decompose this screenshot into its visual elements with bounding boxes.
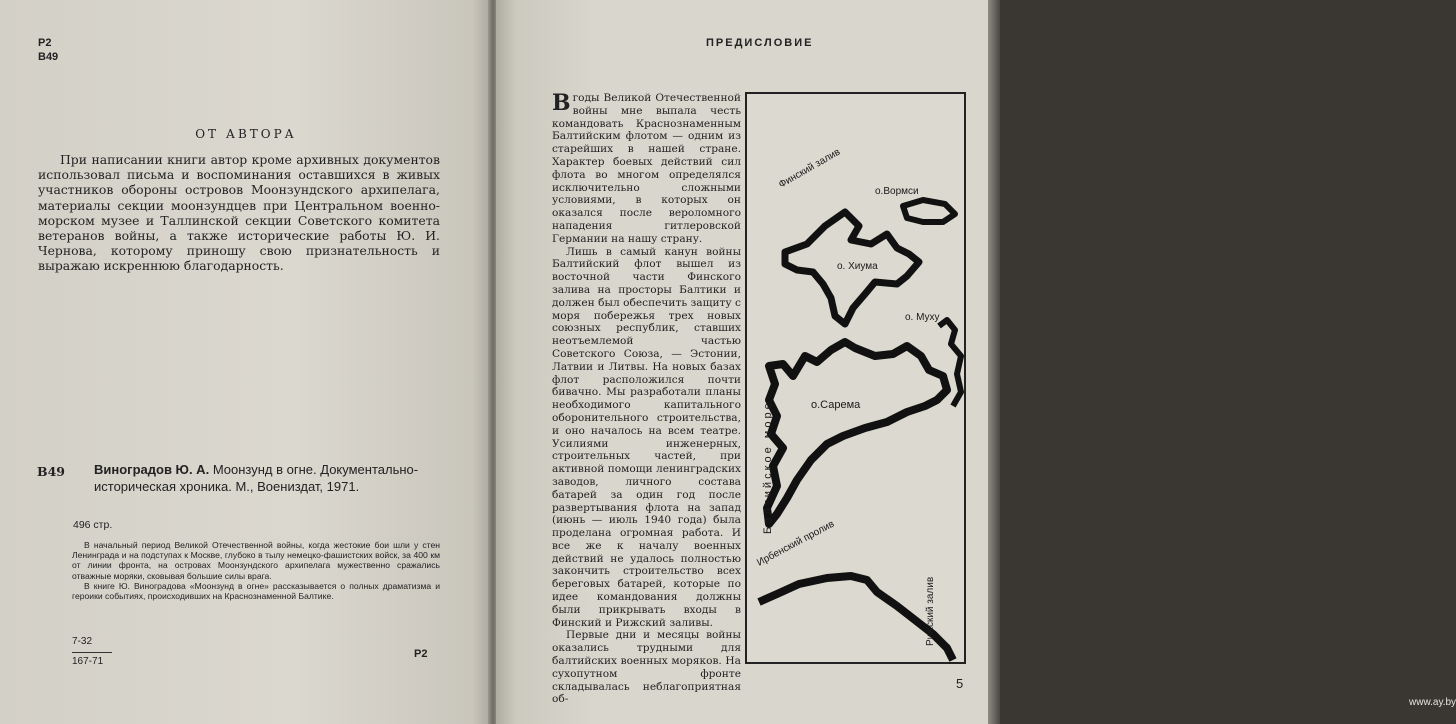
sarema-island-shape xyxy=(767,342,947,524)
bibliographic-code: В49 xyxy=(37,464,65,479)
watermark: www.ay.by xyxy=(1409,697,1456,708)
irbensky-proliv-label: Ирбенский пролив xyxy=(755,518,837,569)
left-page xyxy=(0,0,492,724)
baltic-sea-label: Балтийское море xyxy=(762,400,774,534)
map-drawing xyxy=(747,94,964,662)
hiuma-label: о. Хиума xyxy=(837,261,878,272)
catalog-class-code: Р2 xyxy=(414,648,428,660)
catalog-code-top: 7-32 xyxy=(72,636,93,647)
catalog-code-divider xyxy=(72,652,112,653)
author-sign-code: В49 xyxy=(38,51,59,63)
preface-paragraph xyxy=(552,92,741,246)
preface-text xyxy=(552,92,741,706)
right-page xyxy=(496,0,1456,724)
author-paragraph-text: При написании книги автор кроме архивных документов использовал письма и воспоминания оставшихся в живых участников обороны островов Моонзундского архипелага, материалы секции моонзундцев при Центральном военно-морском музее и Таллинской секции Советского комитета ветеранов войны, а также исторические работы Ю. И. Чернова, которому приношу свою признательность и выражаю искреннюю благодарность. xyxy=(38,152,440,274)
bibliographic-entry xyxy=(94,461,440,495)
preface-paragraph-text: годы Великой Отечественной войны мне выпала честь командовать Краснознаменным Балтийским флотом — одним из старейших в нашей стране. Характер боевых действий сил флота во многом определялся исключительно сложными условиями, в которых он оказался после вероломного нападения гитлеровской Германии на нашу страну. xyxy=(552,92,741,245)
author-paragraph xyxy=(38,152,440,274)
bib-author: Виноградов Ю. А. xyxy=(94,462,210,477)
rizhsky-zaliv-label: Рижский залив xyxy=(925,576,936,646)
classification-code: Р2 xyxy=(38,37,52,49)
page-number: 5 xyxy=(956,676,964,691)
background-edge xyxy=(988,0,1000,724)
annotation-paragraph: В начальный период Великой Отечественной войны, когда жестокие бои шли у стен Ленинграда и на подступах к Москве, глубоко в тылу немецко-фашистских войск, за 400 км от линии фронта, на островах Моонзундского архипелага мужественно сражались отважные моряки, сковывая большие силы врага. xyxy=(72,540,440,581)
sarema-label: о.Сарема xyxy=(811,399,861,411)
annotation xyxy=(72,540,440,601)
bib-title: Моонзунд в огне. Документально-историческая хроника. М., Воениздат, 1971. xyxy=(94,462,419,494)
preface-paragraph: Первые дни и месяцы войны оказались трудными для балтийских военных моряков. На сухопутном фронте складывалась неблагоприятная об- xyxy=(552,629,741,706)
vormsi-label: о.Вормси xyxy=(875,186,919,197)
muhu-label: о. Муху xyxy=(905,312,940,323)
preface-heading: ПРЕДИСЛОВИЕ xyxy=(706,37,814,49)
author-heading: ОТ АВТОРА xyxy=(195,127,297,141)
annotation-paragraph: В книге Ю. Виноградова «Моонзунд в огне» рассказывается о полных драматизма и героики событиях, происходивших на Краснознаменной Балтике. xyxy=(72,580,440,602)
kurzeme-coast-shape xyxy=(759,576,953,660)
preface-paragraph: Лишь в самый канун войны Балтийский флот вышел из восточной части Финского залива на просторы Балтики и должен был обеспечить защиту с моря побережья трех новых союзных республик, ставших неотъемлемой частью Советского Союза, — Эстонии, Латвии и Литвы. На новых базах флот расположился почти бивачно. Мы разработали планы необходимого капитального оборонительного строительства, и оно началось на всем театре. Усилиями инженерных, строительных частей, при активной помощи ленинградских заводов, личного состава батарей за один год после развертывания флота на запад (июнь — июль 1940 года) была проделана огромная работа. И все же к началу военных действий не удалось полностью закончить строительство всех береговых батарей, которые по идее командования должны были прикрывать входы в Финский и Рижский заливы. xyxy=(552,245,741,629)
finsky-zaliv-label: Финский залив xyxy=(777,146,843,191)
vormsi-island-shape xyxy=(903,200,955,222)
page-count: 496 стр. xyxy=(73,519,113,531)
drop-cap: В xyxy=(552,90,571,116)
catalog-code-bottom: 167-71 xyxy=(72,656,104,667)
map-moonsund-archipelago xyxy=(745,92,966,664)
